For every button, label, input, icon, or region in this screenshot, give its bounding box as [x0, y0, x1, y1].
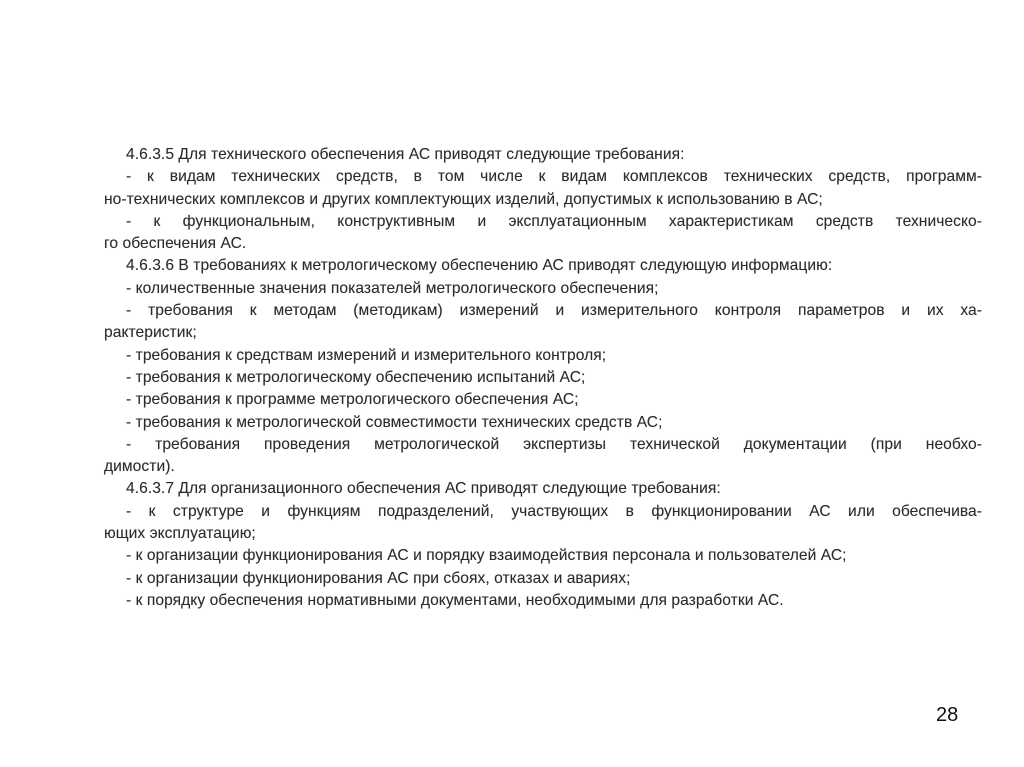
list-item-test-support: - требования к метрологическому обеспечению испытаний АС; — [126, 368, 586, 386]
list-item-technical-means-line2: но-технических комплексов и других комплектующих изделий, допустимых к использованию в АС; — [104, 190, 823, 208]
list-item-characteristics-line1: - к функциональным, конструктивным и эксплуатационным характеристикам средств техническо- — [126, 212, 982, 230]
paragraph-4-6-3-6-heading: 4.6.3.6 В требованиях к метрологическому обеспечению АС приводят следующую информацию: — [126, 257, 833, 275]
list-item-measurement-means: - требования к средствам измерений и измерительного контроля; — [126, 346, 607, 364]
list-item-metrology-compatibility: - требования к метрологической совместимости технических средств АС; — [126, 413, 663, 431]
list-item-functioning-organization: - к организации функционирования АС и порядку взаимодействия персонала и пользователей АС; — [126, 547, 847, 565]
list-item-normative-documents: - к порядку обеспечения нормативными документами, необходимыми для разработки АС. — [126, 591, 784, 609]
list-item-failures-organization: - к организации функционирования АС при сбоях, отказах и авариях; — [126, 569, 631, 587]
list-item-divisions-structure-line2: ющих эксплуатацию; — [104, 525, 256, 543]
list-item-quantitative-values: - количественные значения показателей метрологического обеспечения; — [126, 279, 659, 297]
list-item-measurement-methods-line1: - требования к методам (методикам) измерений и измерительного контроля параметров и их ха- — [126, 302, 982, 320]
page-number: 28 — [936, 704, 959, 726]
paragraph-4-6-3-5-heading: 4.6.3.5 Для технического обеспечения АС приводят следующие требования: — [126, 146, 685, 163]
list-item-metrology-expertise-line2: димости). — [104, 458, 175, 476]
paragraph-4-6-3-7-heading: 4.6.3.7 Для организационного обеспечения АС приводят следующие требования: — [126, 480, 721, 498]
list-item-measurement-methods-line2: рактеристик; — [104, 324, 197, 342]
list-item-characteristics-line2: го обеспечения АС. — [104, 235, 247, 253]
list-item-divisions-structure-line1: - к структуре и функциям подразделений, участвующих в функционировании АС или обеспечива- — [126, 502, 982, 520]
list-item-technical-means-line1: - к видам технических средств, в том числе к видам комплексов технических средств, программ- — [126, 168, 982, 186]
list-item-metrology-program: - требования к программе метрологического обеспечения АС; — [126, 391, 579, 409]
document-text-block — [104, 144, 982, 612]
list-item-metrology-expertise-line1: - требования проведения метрологической экспертизы технической документации (при необхо- — [126, 435, 982, 453]
